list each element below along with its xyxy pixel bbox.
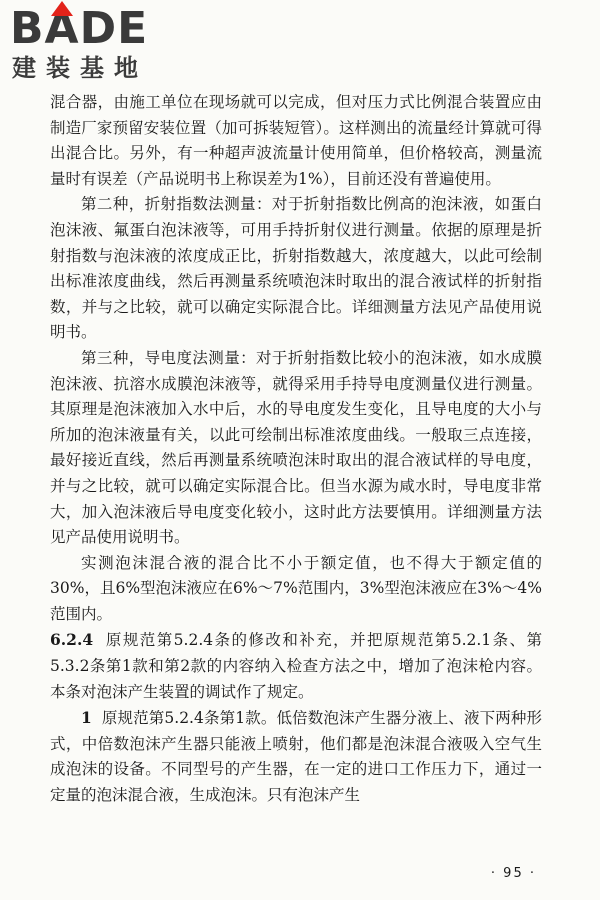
section-number: 6.2.4	[50, 630, 94, 650]
item-number: 1	[81, 708, 92, 728]
paragraph-6: 1 原规范第5.2.4条第1款。低倍数泡沫产生器分液上、液下两种形式，中倍数泡沫产生器只能液上喷射，他们都是泡沫混合液吸入空气生成泡沫的设备。不同型号的产生器，在一定的进口工作压力下，通过一定量的泡沫混合液，生成泡沫。只有泡沫产生	[50, 708, 542, 805]
paragraph-1: 混合器，由施工单位在现场就可以完成，但对压力式比例混合装置应由制造厂家预留安装位置（加可拆装短管）。这样测出的流量经计算就可得出混合比。另外，有一种超声波流量计使用简单，但价格较高，测量流量时有误差（产品说明书上称误差为1%），目前还没有普遍使用。	[50, 93, 542, 188]
logo-wordmark	[10, 4, 190, 54]
logo-letters-de: DE	[79, 3, 149, 54]
paragraph-3: 第三种，导电度法测量：对于折射指数比较小的泡沫液，如水成膜泡沫液、抗溶水成膜泡沫液等，就得采用手持导电度测量仪进行测量。其原理是泡沫液加入水中后，水的导电度发生变化，且导电度的大小与所加的泡沫液量有关，以此可绘制出标准浓度曲线。一般取三点连接，最好接近直线，然后再测量系统喷泡沫时取出的混合液试样的导电度，并与之比较，就可以确定实际混合比。但当水源为咸水时，导电度非常大，加入泡沫液后导电度变化较小，这时此方法要慎用。详细测量方法见产品使用说明书。	[50, 348, 542, 547]
paragraph-4: 实测泡沫混合液的混合比不小于额定值，也不得大于额定值的30%，且6%型泡沫液应在6%～7%范围内，3%型泡沫液应在3%～4%范围内。	[50, 553, 542, 623]
logo-subtitle: 建装基地	[12, 54, 148, 82]
paragraph-5: 6.2.4 原规范第5.2.4条的修改和补充，并把原规范第5.2.1条、第5.3.2条第1款和第2款的内容纳入检查方法之中，增加了泡沫枪内容。本条对泡沫产生装置的调试作了规定。	[50, 630, 542, 701]
logo-letter-a: A	[44, 3, 80, 54]
document-body	[50, 90, 542, 809]
page-number: · 95 ·	[490, 866, 536, 881]
paragraph-2: 第二种，折射指数法测量：对于折射指数比例高的泡沫液，如蛋白泡沫液、氟蛋白泡沫液等，可用手持折射仪进行测量。依据的原理是折射指数与泡沫液的浓度成正比，折射指数越大，浓度越大，以此可绘制出标准浓度曲线，然后再测量系统喷泡沫时取出的混合液试样的折射指数，并与之比较，就可以确定实际混合比。详细测量方法见产品使用说明书。	[50, 195, 542, 342]
logo-letters-b: B	[10, 3, 45, 54]
bade-logo	[10, 4, 190, 88]
